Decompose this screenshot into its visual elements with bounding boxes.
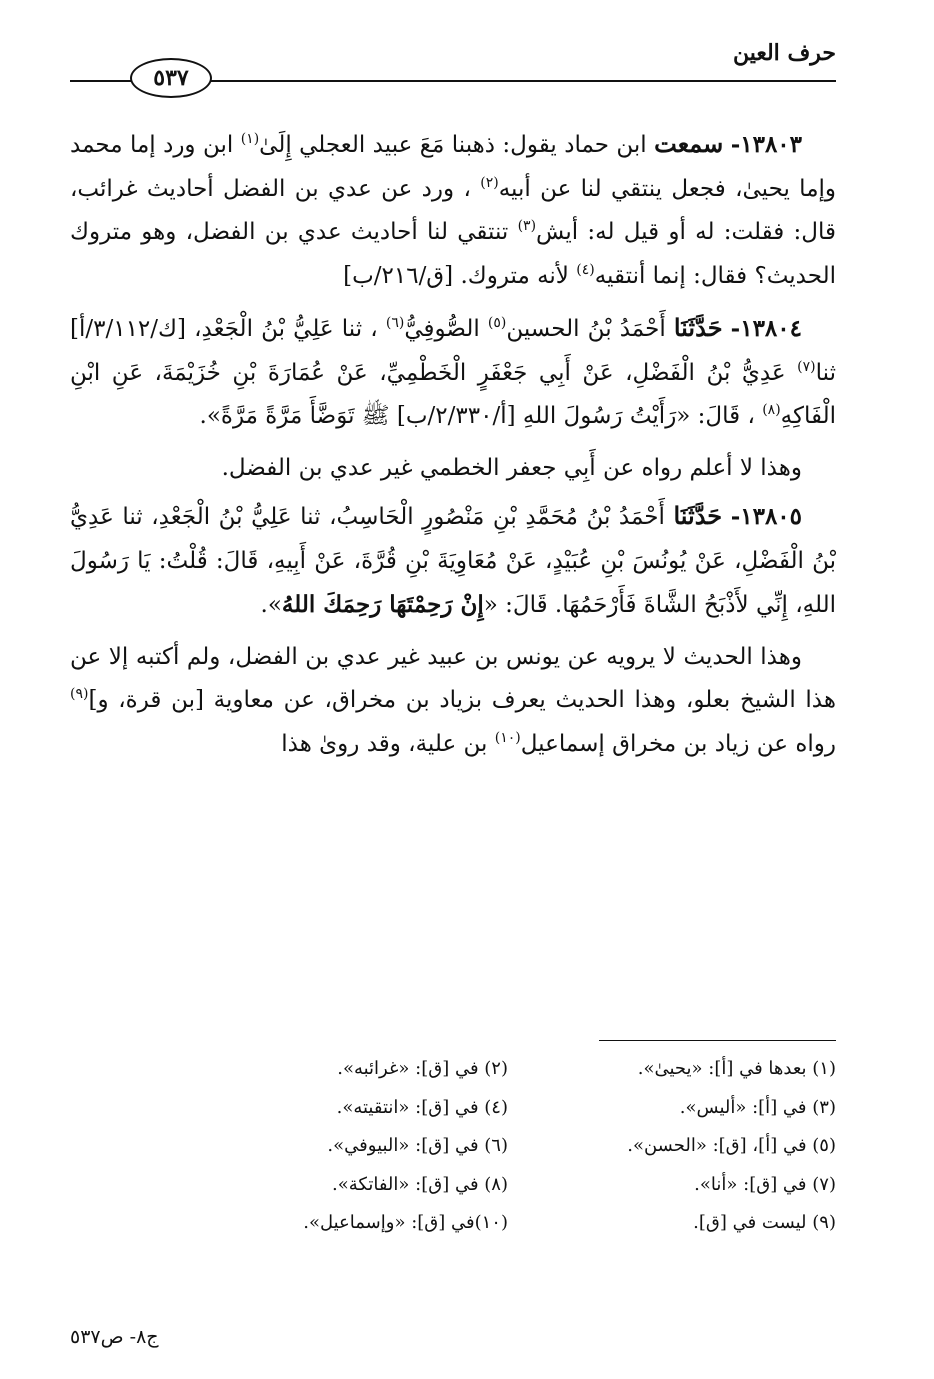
page-reference: ج٨- ص٥٣٧ <box>70 1326 159 1348</box>
text-run: لأنه متروك. [ق/٢١٦/ب] <box>343 262 569 289</box>
text-run: ». <box>260 592 282 618</box>
text-run: ، ورد عن عدي بن الفضل أحاديث غرائب، قال: فقلت: له أو قيل له: أيش <box>70 175 836 245</box>
footnote-item: (٦) في [ق]: «البيوفي». <box>327 1135 508 1156</box>
running-title: حرف العين <box>732 40 836 66</box>
footnote-marker: (٧) <box>797 358 816 375</box>
footnote-item: (٣) في [أ]: «أليس». <box>679 1096 836 1118</box>
text-run: ابن ورد إما محمد وإما يحيىٰ، فجعل ينتقي لنا عن أبيه <box>70 132 837 202</box>
page-number: ٥٣٧ <box>153 65 189 91</box>
footnote-item: (٤) في [ق]: «انتقيته». <box>336 1096 508 1118</box>
text-run: الصُّوفِيُّ <box>404 316 480 342</box>
entry-keyword: حَدَّثَنَا <box>673 501 723 530</box>
footnote-rule <box>599 1040 836 1041</box>
text-run: وهذا لا أعلم رواه عن أَبِي جعفر الخطمي غير عدي بن الفضل. <box>221 454 802 481</box>
footnote-item: (٥) في [أ]، [ق]: «الحسن». <box>627 1135 836 1156</box>
entry-number: ١٣٨٠٣- <box>730 131 803 158</box>
text-run: ابن حماد يقول: ذهبنا مَعَ عبيد العجلي إِلَىٰ <box>259 132 647 158</box>
entry-number: ١٣٨٠٤- <box>730 315 802 342</box>
footnote-marker: (٣) <box>517 218 537 234</box>
text-run: ، قَالَ: «رَأَيْتُ رَسُولَ اللهِ [أ/٢/٣٣٠/ب] ﷺ تَوَضَّأَ مَرَّةً مَرَّةً». <box>199 403 755 429</box>
text-run: ، ثنا عَلِيُّ بْنُ الْجَعْدِ، [ك/٣/١١٢/أ] ثنا <box>70 316 836 386</box>
footnote-marker: (١٠) <box>494 729 521 746</box>
footnote-item: (٨) في [ق]: «الفاتكة». <box>332 1173 508 1195</box>
emphasized-text: إِنْ رَحِمْتَهَا رَحِمَكَ اللهُ <box>281 591 484 618</box>
footnote-item: (١) بعدها في [أ]: «يحيىٰ». <box>637 1058 836 1079</box>
footnote-item: (٢) في [ق]: «غرائبه». <box>337 1058 508 1079</box>
text-run: بن علية، وقد روىٰ هذا <box>281 730 488 757</box>
entry-number: ١٣٨٠٥- <box>730 503 803 530</box>
footnote-marker: (٨) <box>762 402 781 418</box>
hadith-entry <box>70 306 836 439</box>
footnote-item: (٧) في [ق]: «أنا». <box>694 1173 836 1195</box>
footnote-marker: (٩) <box>70 686 89 702</box>
text-run: أَحْمَدُ بْنُ مُحَمَّدِ بْنِ مَنْصُورٍ الْحَاسِبُ، ثنا عَلِيُّ بْنُ الْجَعْدِ، ثنا عَدِيُّ بْنُ الْفَضْلِ، عَنْ يُونُسَ بْنِ عُبَيْدٍ، عَنْ مُعَاوِيَةَ بْنِ قُرَّةَ، عَنْ أَبِيهِ، قَالَ: قُلْتُ: يَا رَسُولَ اللهِ، إِنِّي لأَذْبَحُ الشَّاةَ فَأَرْحَمُهَا. قَالَ: « <box>70 504 836 618</box>
footnotes <box>220 1052 836 1241</box>
hadith-entry <box>70 494 836 628</box>
entry-keyword: سمعت <box>654 129 724 158</box>
footnote-marker: (٢) <box>480 174 499 191</box>
footnote-marker: (١) <box>240 131 260 147</box>
footnote-marker: (٥) <box>487 315 507 331</box>
text-run: أَحْمَدُ بْنُ الحسين <box>506 316 666 342</box>
text-run: وهذا الحديث لا يرويه عن يونس بن عبيد غير عدي بن الفضل، ولم أكتبه إلا عن هذا الشيخ بعلو، وهذا الحديث يعرف بزياد بن مخراق، عن معاوية [بن قرة، و] <box>70 643 836 713</box>
main-text <box>70 122 836 766</box>
footnote-marker: (٤) <box>576 261 595 278</box>
text-run: تنتقي لنا أحاديث عدي بن الفضل، وهو متروك الحديث؟ فقال: إنما أنتقيه <box>70 219 836 289</box>
footnote-marker: (٦) <box>385 315 405 331</box>
commentary-paragraph <box>70 447 836 491</box>
hadith-entry <box>70 122 836 298</box>
footnote-item: (٩) ليست في [ق]. <box>693 1212 836 1233</box>
text-run: رواه عن زياد بن مخراق إسماعيل <box>520 730 836 757</box>
footnote-item: (١٠)في [ق]: «وإسماعيل». <box>303 1212 508 1233</box>
text-run: عَدِيُّ بْنُ الْفَضْلِ، عَنْ أَبِي جَعْفَرٍ الْخَطْمِيِّ، عَنْ عُمَارَةَ بْنِ خُزَيْمَةَ، عَنِ ابْنِ الْفَاكِهِ <box>70 359 836 429</box>
commentary-paragraph <box>70 636 836 767</box>
page-number-oval <box>130 58 212 98</box>
entry-keyword: حَدَّثَنَا <box>673 313 723 342</box>
